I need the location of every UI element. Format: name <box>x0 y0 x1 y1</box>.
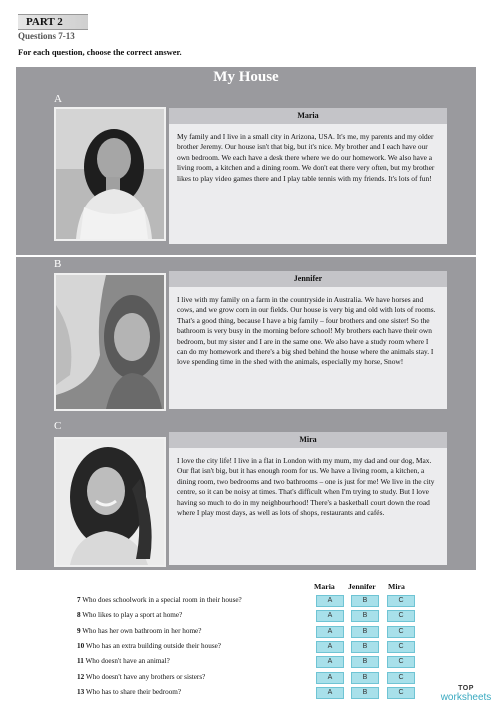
panel-title: My House <box>213 69 279 85</box>
answer-option-c[interactable]: C <box>387 610 415 622</box>
question-number: 11 <box>77 657 84 665</box>
answer-option-c[interactable]: C <box>387 656 415 668</box>
brand-top: TOP <box>458 685 474 692</box>
answer-option-a[interactable]: A <box>316 610 344 622</box>
column-maria: Maria <box>314 582 335 591</box>
section-letter-c: C <box>54 420 62 432</box>
question-number: 8 <box>77 611 81 619</box>
section-letter-b: B <box>54 258 62 270</box>
answer-option-c[interactable]: C <box>387 641 415 653</box>
question-text: Who likes to play a sport at home? <box>82 611 183 619</box>
answer-option-c[interactable]: C <box>387 626 415 638</box>
answer-option-a[interactable]: A <box>316 687 344 699</box>
question-row <box>77 625 201 637</box>
text-jennifer: I live with my family on a farm in the countryside in Australia. We have horses and cows, and we grow corn in our fields. Our house is very big and old with lots of rooms. That's a good thing, because I have a big family – four brothers and one sister! So the bathroom is very busy in the morning before school! My brothers each have their own bedroom, but my sister and I are in the same one. We also have a study room where I can do my homework and there's a big shed behind the house where the animals stay. I love spending time in the shed with the animals, especially my horse, Snow! <box>169 287 447 409</box>
question-text: Who has to share their bedroom? <box>85 688 182 696</box>
text-mira: I love the city life! I live in a flat in London with my mum, my dad and our dog, Max. Our flat isn't big, but it has enough room for us. We have a living room, a kitchen, a dining room, two bedrooms and two bathrooms – one is just for me! We live in the city centre, so it can be noisy at times. That's difficult when I'm trying to study. But I love having so much to do in my neighbourhood! There's a basketball court down the road where I play most days, as well as lots of shops, restaurants and cafés. <box>169 448 447 565</box>
question-text: Who has her own bathroom in her home? <box>82 627 202 635</box>
question-text: Who has an extra building outside their house? <box>85 642 221 650</box>
question-row <box>77 609 182 621</box>
question-row <box>77 671 205 683</box>
answer-option-b[interactable]: B <box>351 656 379 668</box>
photo-jennifer <box>54 273 166 411</box>
brand-logo <box>436 684 496 702</box>
answer-option-b[interactable]: B <box>351 672 379 684</box>
answer-option-b[interactable]: B <box>351 641 379 653</box>
answer-option-a[interactable]: A <box>316 641 344 653</box>
answer-option-c[interactable]: C <box>387 672 415 684</box>
question-number: 9 <box>77 627 81 635</box>
name-mira: Mira <box>169 432 447 448</box>
part-label: PART 2 <box>18 14 88 30</box>
text-maria: My family and I live in a small city in Arizona, USA. It's me, my parents and my older brother Jeremy. Our house isn't that big, but it's nice. My brother and I each have our own bedroom. We each have a desk there where we do our homework. We also have a living room, a kitchen and a dining room. We don't eat there very often, but my brother likes to play video games there and I play table tennis with my friends. It's lots of fun! <box>169 124 447 244</box>
question-number: 13 <box>77 688 85 696</box>
answer-option-b[interactable]: B <box>351 687 379 699</box>
instruction-text: For each question, choose the correct answer. <box>18 47 182 57</box>
question-number: 10 <box>77 642 85 650</box>
section-letter-a: A <box>54 93 62 105</box>
column-jennifer: Jennifer <box>348 582 376 591</box>
answer-option-a[interactable]: A <box>316 672 344 684</box>
question-text: Who doesn't have any brothers or sisters? <box>85 673 206 681</box>
answer-option-a[interactable]: A <box>316 595 344 607</box>
answer-option-b[interactable]: B <box>351 595 379 607</box>
question-row <box>77 686 181 698</box>
brand-name: worksheets <box>440 692 492 703</box>
question-text: Who doesn't have an animal? <box>85 657 170 665</box>
section-divider <box>16 255 476 257</box>
question-row <box>77 655 170 667</box>
photo-maria <box>54 107 166 241</box>
answer-option-b[interactable]: B <box>351 626 379 638</box>
question-number: 7 <box>77 596 81 604</box>
question-number: 12 <box>77 673 85 681</box>
name-maria: Maria <box>169 108 447 124</box>
answer-option-a[interactable]: A <box>316 656 344 668</box>
reading-panel <box>16 67 476 570</box>
photo-mira <box>54 437 166 567</box>
column-mira: Mira <box>388 582 405 591</box>
answer-option-c[interactable]: C <box>387 595 415 607</box>
answer-option-c[interactable]: C <box>387 687 415 699</box>
question-text: Who does schoolwork in a special room in their house? <box>82 596 242 604</box>
question-row <box>77 640 221 652</box>
answer-option-b[interactable]: B <box>351 610 379 622</box>
name-jennifer: Jennifer <box>169 271 447 287</box>
question-row <box>77 594 242 606</box>
questions-range: Questions 7-13 <box>18 31 75 41</box>
answer-option-a[interactable]: A <box>316 626 344 638</box>
